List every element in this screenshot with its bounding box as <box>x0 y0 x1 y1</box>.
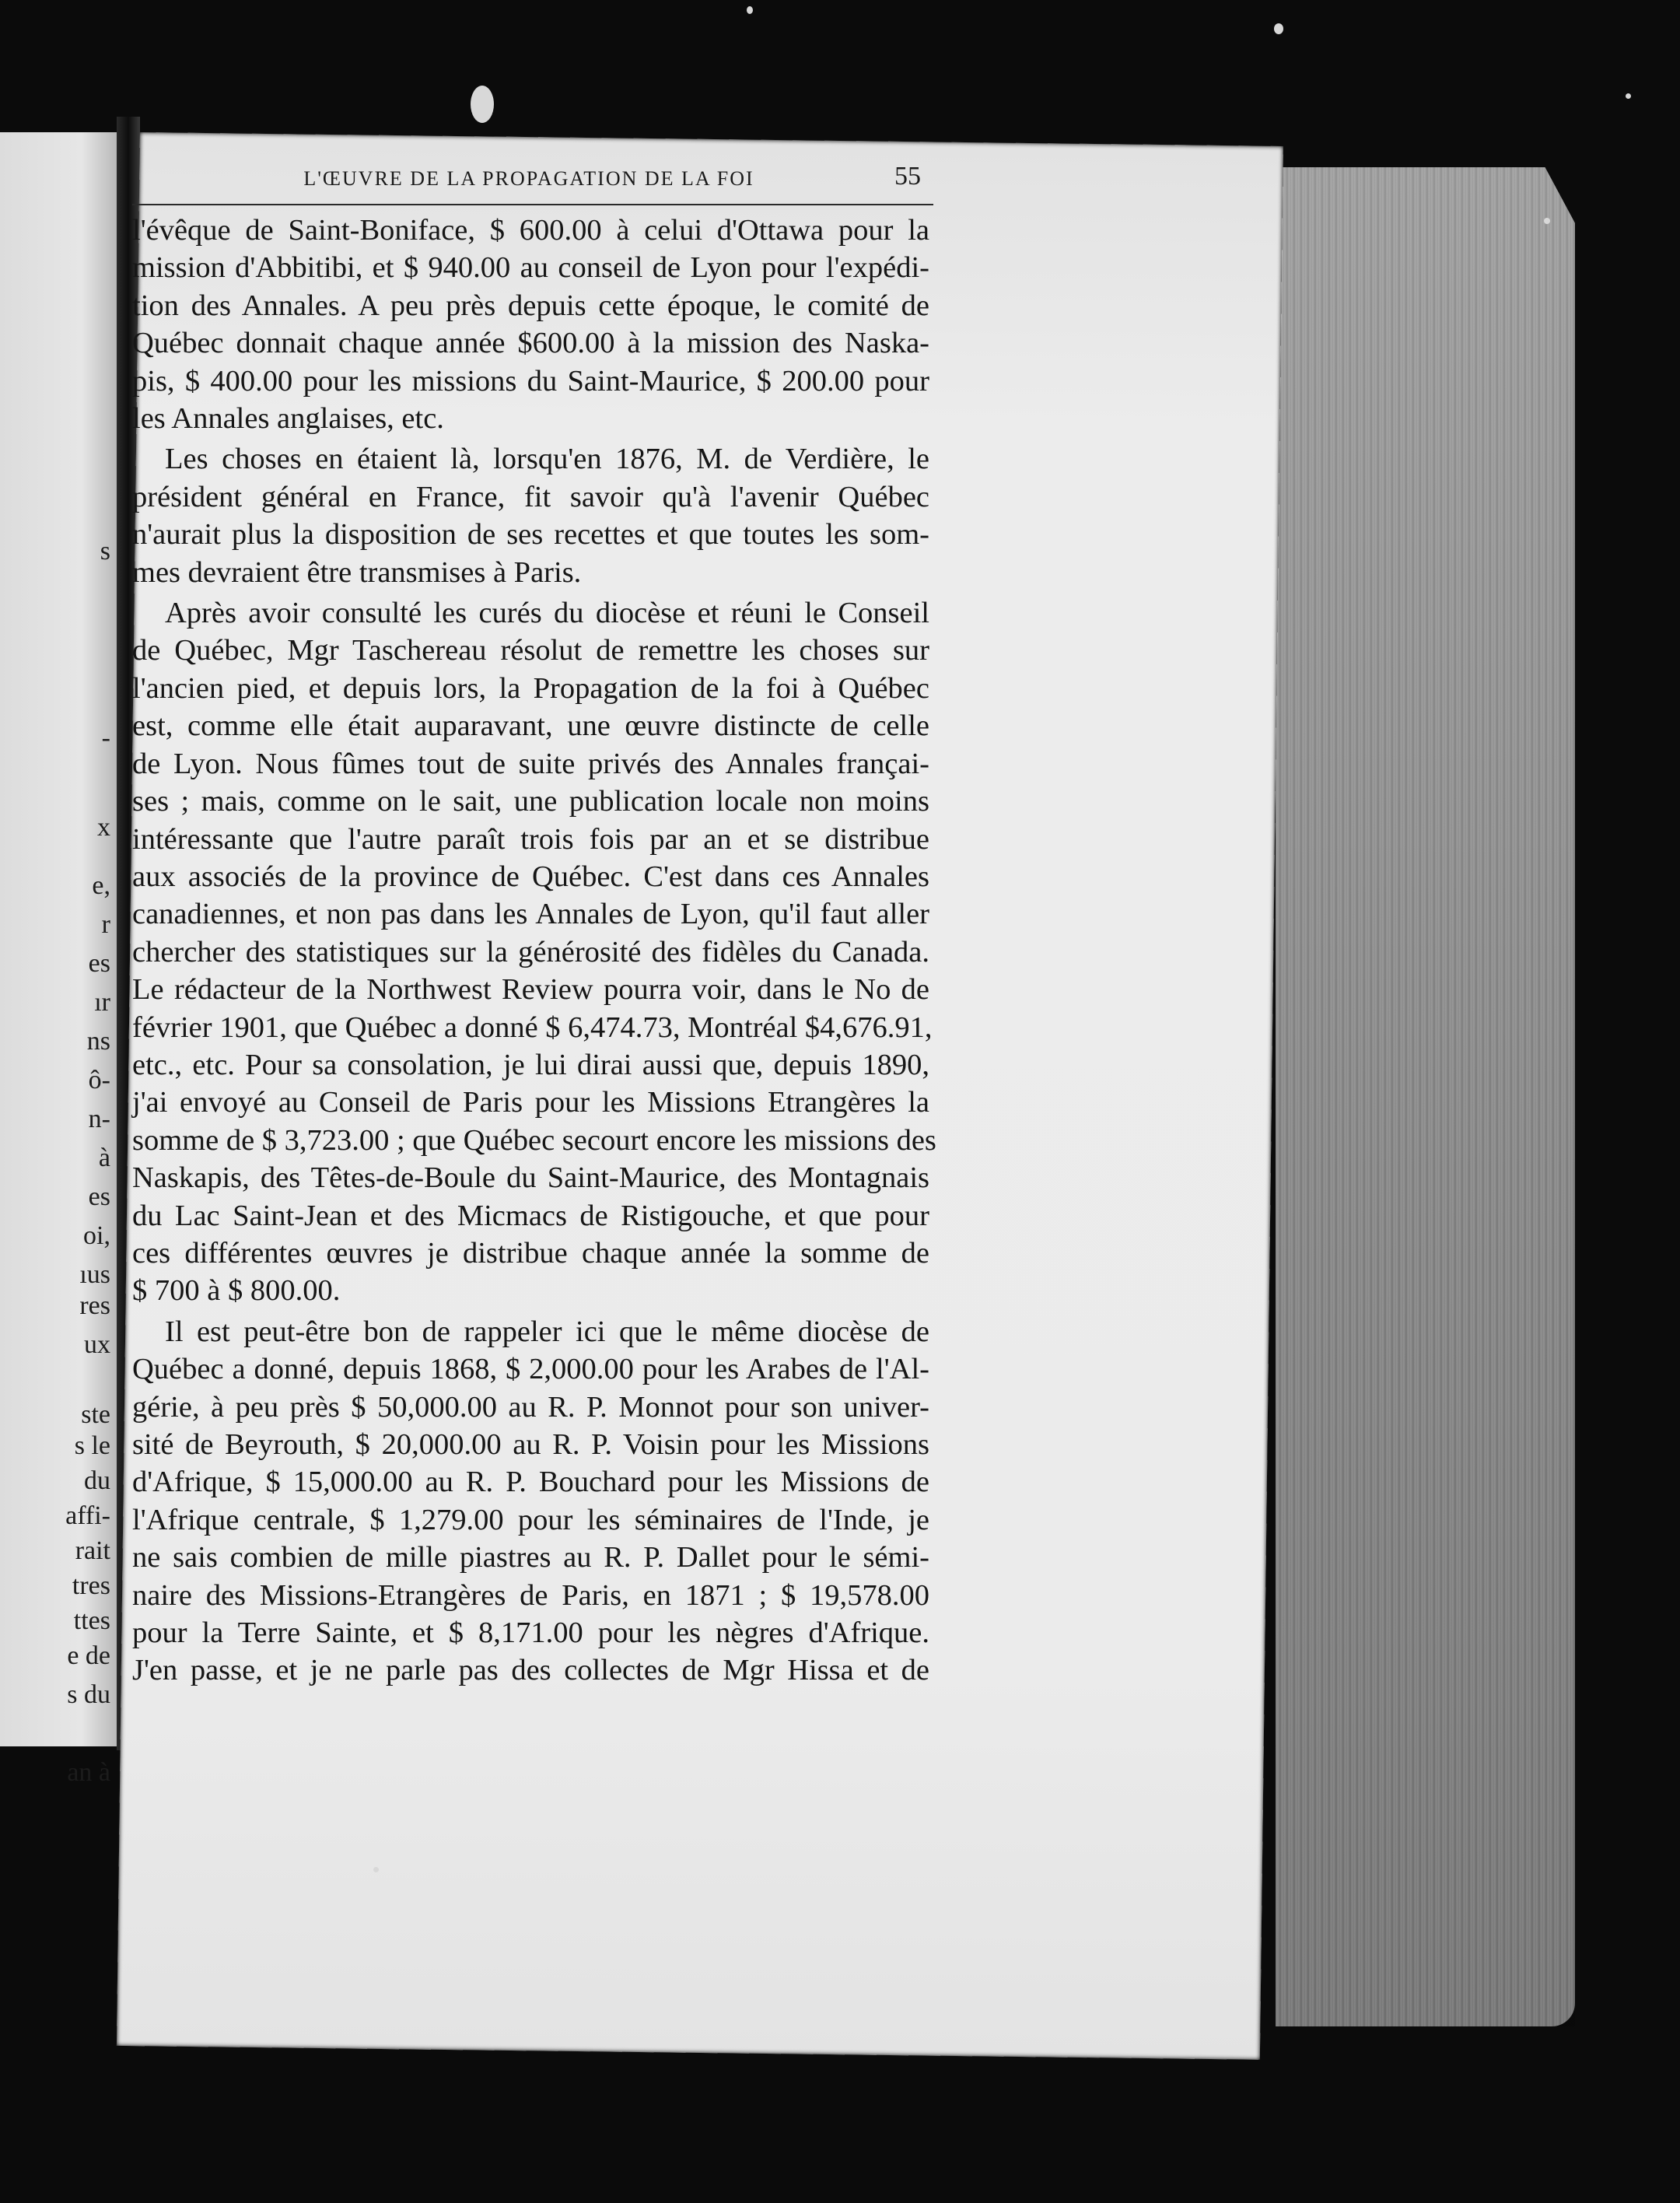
text-line: etc., etc. Pour sa consolation, je lui dirai aussi que, depuis 1890, <box>132 1048 929 1081</box>
text-line: d'Afrique, $ 15,000.00 au R. P. Bouchard pour les Missions de <box>132 1466 929 1499</box>
dust-speck <box>1274 23 1283 34</box>
text-line: tion des Annales. A peu près depuis cette époque, le comité de <box>132 289 929 322</box>
text-line: Le rédacteur de la Northwest Review pourra voir, dans le No de <box>132 973 929 1007</box>
facing-page-fragment: du <box>84 1466 110 1495</box>
dust-speck <box>1626 93 1631 99</box>
facing-page-fragment: ô- <box>88 1066 110 1094</box>
facing-page-fragment: s du <box>67 1680 110 1709</box>
text-line: mes devraient être transmises à Paris. <box>132 555 582 589</box>
facing-page-fragment: ns <box>86 1027 110 1056</box>
facing-page-fragment: à <box>98 1144 110 1172</box>
page-number: 55 <box>894 162 921 191</box>
facing-page-fragment: e, <box>92 871 110 900</box>
facing-page-fragment: res <box>79 1291 110 1320</box>
text-line: somme de $ 3,723.00 ; que Québec secourt encore les missions des <box>132 1123 936 1157</box>
facing-page-fragment: ttes <box>73 1606 110 1635</box>
text-line: est, comme elle était auparavant, une œuvre distincte de celle <box>132 709 929 743</box>
facing-page-fragment: r <box>101 910 110 939</box>
text-line: Les choses en étaient là, lorsqu'en 1876, M. de Verdière, le <box>165 443 929 476</box>
text-line: du Lac Saint-Jean et des Micmacs de Ristigouche, et que pour <box>132 1199 929 1232</box>
text-line: gérie, à peu près $ 50,000.00 au R. P. Monnot pour son univer- <box>132 1390 929 1424</box>
text-line: naire des Missions-Etrangères de Paris, en 1871 ; $ 19,578.00 <box>132 1578 929 1612</box>
text-line: Québec a donné, depuis 1868, $ 2,000.00 pour les Arabes de l'Al- <box>132 1353 929 1386</box>
facing-page-fragment: tres <box>72 1571 110 1600</box>
facing-page <box>0 132 117 1787</box>
facing-page-fragment: oi, <box>83 1221 110 1250</box>
text-line: pour la Terre Sainte, et $ 8,171.00 pour les nègres d'Afrique. <box>132 1616 929 1650</box>
dust-speck <box>471 86 494 123</box>
text-line: ces différentes œuvres je distribue chaque année la somme de <box>132 1236 929 1270</box>
text-line: sité de Beyrouth, $ 20,000.00 au R. P. Voisin pour les Missions <box>132 1428 929 1461</box>
text-line: $ 700 à $ 800.00. <box>132 1274 341 1308</box>
dust-speck <box>747 6 753 14</box>
facing-page-fragment: n- <box>88 1105 110 1133</box>
dust-speck <box>1544 218 1550 224</box>
text-line: aux associés de la province de Québec. C'est dans ces Annales <box>132 860 929 893</box>
facing-page-fragment: ır <box>94 988 110 1017</box>
text-line: Après avoir consulté les curés du diocèse et réuni le Conseil <box>165 597 929 630</box>
text-line: Il est peut-être bon de rappeler ici que le même diocèse de <box>165 1315 929 1348</box>
text-line: n'aurait plus la disposition de ses recettes et que toutes les som- <box>132 518 929 552</box>
header-rule <box>132 204 933 205</box>
facing-page-fragment: es <box>88 1182 110 1211</box>
text-line: chercher des statistiques sur la générosité des fidèles du Canada. <box>132 935 929 968</box>
facing-page-fragment: s le <box>74 1431 110 1460</box>
text-line: ses ; mais, comme on le sait, une publication locale non moins <box>132 785 929 818</box>
running-head: L'ŒUVRE DE LA PROPAGATION DE LA FOI <box>303 167 754 190</box>
text-line: l'Afrique centrale, $ 1,279.00 pour les séminaires de l'Inde, je <box>132 1503 929 1536</box>
facing-page-fragment: rait <box>75 1536 110 1565</box>
facing-page-fragment: e de <box>67 1641 110 1670</box>
text-line: les Annales anglaises, etc. <box>132 402 444 436</box>
text-line: l'évêque de Saint-Boniface, $ 600.00 à celui d'Ottawa pour la <box>132 214 929 247</box>
text-line: mission d'Abbitibi, et $ 940.00 au conseil de Lyon pour l'expédi- <box>132 251 929 285</box>
text-line: Naskapis, des Têtes-de-Boule du Saint-Maurice, des Montagnais <box>132 1161 929 1195</box>
dust-speck <box>373 1867 379 1872</box>
text-line: J'en passe, et je ne parle pas des collectes de Mgr Hissa et de <box>132 1654 929 1687</box>
text-line: j'ai envoyé au Conseil de Paris pour les Missions Etrangères la <box>132 1086 929 1119</box>
text-line: de Lyon. Nous fûmes tout de suite privés des Annales françai- <box>132 747 929 780</box>
text-line: canadiennes, et non pas dans les Annales de Lyon, qu'il faut aller <box>132 898 929 931</box>
facing-page-fragment: ste <box>81 1400 110 1429</box>
facing-page-fragment: affi- <box>65 1501 110 1530</box>
facing-page-fragment: x <box>97 813 110 842</box>
text-line: de Québec, Mgr Taschereau résolut de remettre les choses sur <box>132 634 929 667</box>
body-text <box>132 212 936 1690</box>
facing-page-fragment: an à <box>67 1758 110 1787</box>
text-line: pis, $ 400.00 pour les missions du Saint-Maurice, $ 200.00 pour <box>132 364 929 398</box>
text-line: ne sais combien de mille piastres au R. P. Dallet pour le sémi- <box>132 1541 929 1574</box>
facing-page-fragment: ıus <box>79 1260 110 1289</box>
text-line: président général en France, fit savoir qu'à l'avenir Québec <box>132 480 929 513</box>
page-block-edges <box>1276 167 1575 2026</box>
facing-page-fragment: s <box>100 537 110 566</box>
text-line: intéressante que l'autre paraît trois fois par an et se distribue <box>132 822 929 856</box>
text-line: Québec donnait chaque année $600.00 à la mission des Naska- <box>132 327 929 360</box>
facing-page-fragment: es <box>88 949 110 978</box>
facing-page-fragment: - <box>101 723 110 752</box>
facing-page-fragment: ux <box>84 1330 110 1359</box>
text-line: février 1901, que Québec a donné $ 6,474.73, Montréal $4,676.91, <box>132 1010 933 1044</box>
text-line: l'ancien pied, et depuis lors, la Propagation de la foi à Québec <box>132 671 929 705</box>
